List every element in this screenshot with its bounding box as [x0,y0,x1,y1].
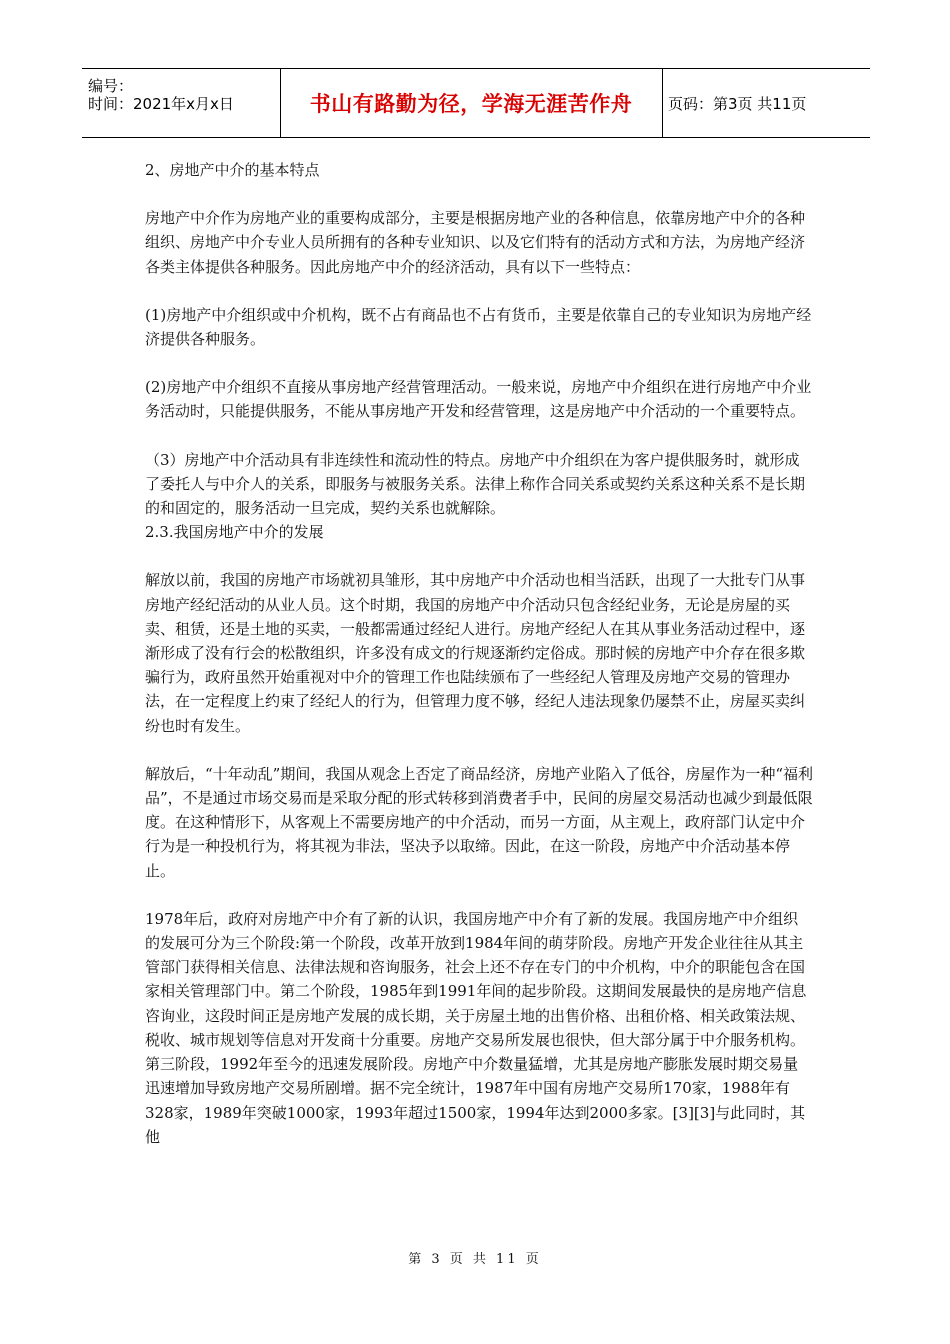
time-label: 时间：2021年x月x日 [88,95,234,113]
page-footer: 第 3 页 共 11 页 [408,1252,542,1267]
section-heading-development: 2.3.我国房地产中介的发展 [145,523,324,542]
paragraph-point-1: (1)房地产中介组织或中介机构，既不占有商品也不占有货币，主要是依靠自己的专业知识为房地产经济提供各种服务。 [145,305,812,349]
section-heading-characteristics: 2、房地产中介的基本特点 [145,161,320,179]
header-motto: 书山有路勤为径，学海无涯苦作舟 [280,69,663,137]
paragraph-after-1978: 1978年后，政府对房地产中介有了新的认识，我国房地产中介有了新的发展。我国房地产中介组织的发展可分为三个阶段:第一个阶段，改革开放到1984年间的萌芽阶段。房地产开发企业往往从其主管部门获得相关信息、法律法规和咨询服务，社会上还不存在专门的中介机构，中介的职能包含在国家相关管理部门中。第二个阶段，1985年到1991年间的起步阶段。这期间发展最快的是房地产信息咨询业，这段时间正是房地产发展的成长期，关于房屋土地的出售价格、出租价格、相关政策法规、税收、城市规划等信息对开发商十分重要。房地产交易所发展也很快，但大部分属于中介服务机构。第三阶段，1992年至今的迅速发展阶段。房地产中介数量猛增，尤其是房地产膨胀发展时期交易量迅速增加导致房地产交易所剧增。据不完全统计，1987年中国有房地产交易所170家，1988年有328家，1989年突破1000家，1993年超过1500家，1994年达到2000多家。[3][3]与此同时，其他 [145,909,807,1146]
page-header [82,68,870,138]
header-info-cell [82,69,281,137]
paragraph-pre-liberation: 解放以前，我国的房地产市场就初具雏形，其中房地产中介活动也相当活跃，出现了一大批专门从事房地产经纪活动的从业人员。这个时期，我国的房地产中介活动只包含经纪业务，无论是房屋的买卖、租赁，还是土地的买卖，一般都需通过经纪人进行。房地产经纪人在其从事业务活动过程中，逐渐形成了没有行会的松散组织，许多没有成文的行规逐渐约定俗成。那时候的房地产中介存在很多欺骗行为，政府虽然开始重视对中介的管理工作也陆续颁布了一些经纪人管理及房地产交易的管理办法，在一定程度上约束了经纪人的行为，但管理力度不够，经纪人违法现象仍屡禁不止，房屋买卖纠纷也时有发生。 [145,571,806,735]
paragraph-point-3: （3）房地产中介活动具有非连续性和流动性的特点。房地产中介组织在为客户提供服务时，就形成了委托人与中介人的关系，即服务与被服务关系。法律上称作合同关系或契约关系这种关系不是长期的和固定的，服务活动一旦完成，契约关系也就解除。 [145,450,806,518]
document-body [145,158,813,1149]
paragraph-post-liberation: 解放后，“十年动乱”期间，我国从观念上否定了商品经济，房地产业陷入了低谷，房屋作为一种“福利品”，不是通过市场交易而是采取分配的形式转移到消费者手中，民间的房屋交易活动也减少到最低限度。在这种情形下，从客观上不需要房地产的中介活动，而另一方面，从主观上，政府部门认定中介行为是一种投机行为，将其视为非法，坚决予以取缔。因此，在这一阶段，房地产中介活动基本停止。 [145,764,814,880]
header-page-label: 页码：第3页 共11页 [668,94,807,113]
paragraph-point-2: (2)房地产中介组织不直接从事房地产经营管理活动。一般来说，房地产中介组织在进行房地产中介业务活动时，只能提供服务，不能从事房地产开发和经营管理，这是房地产中介活动的一个重要特点。 [145,378,812,421]
number-label: 编号： [88,77,134,95]
paragraph-intro: 房地产中介作为房地产业的重要构成部分，主要是根据房地产业的各种信息，依靠房地产中介的各种组织、房地产中介专业人员所拥有的各种专业知识、以及它们特有的活动方式和方法，为房地产经济各类主体提供各种服务。因此房地产中介的经济活动，具有以下一些特点： [145,209,806,276]
